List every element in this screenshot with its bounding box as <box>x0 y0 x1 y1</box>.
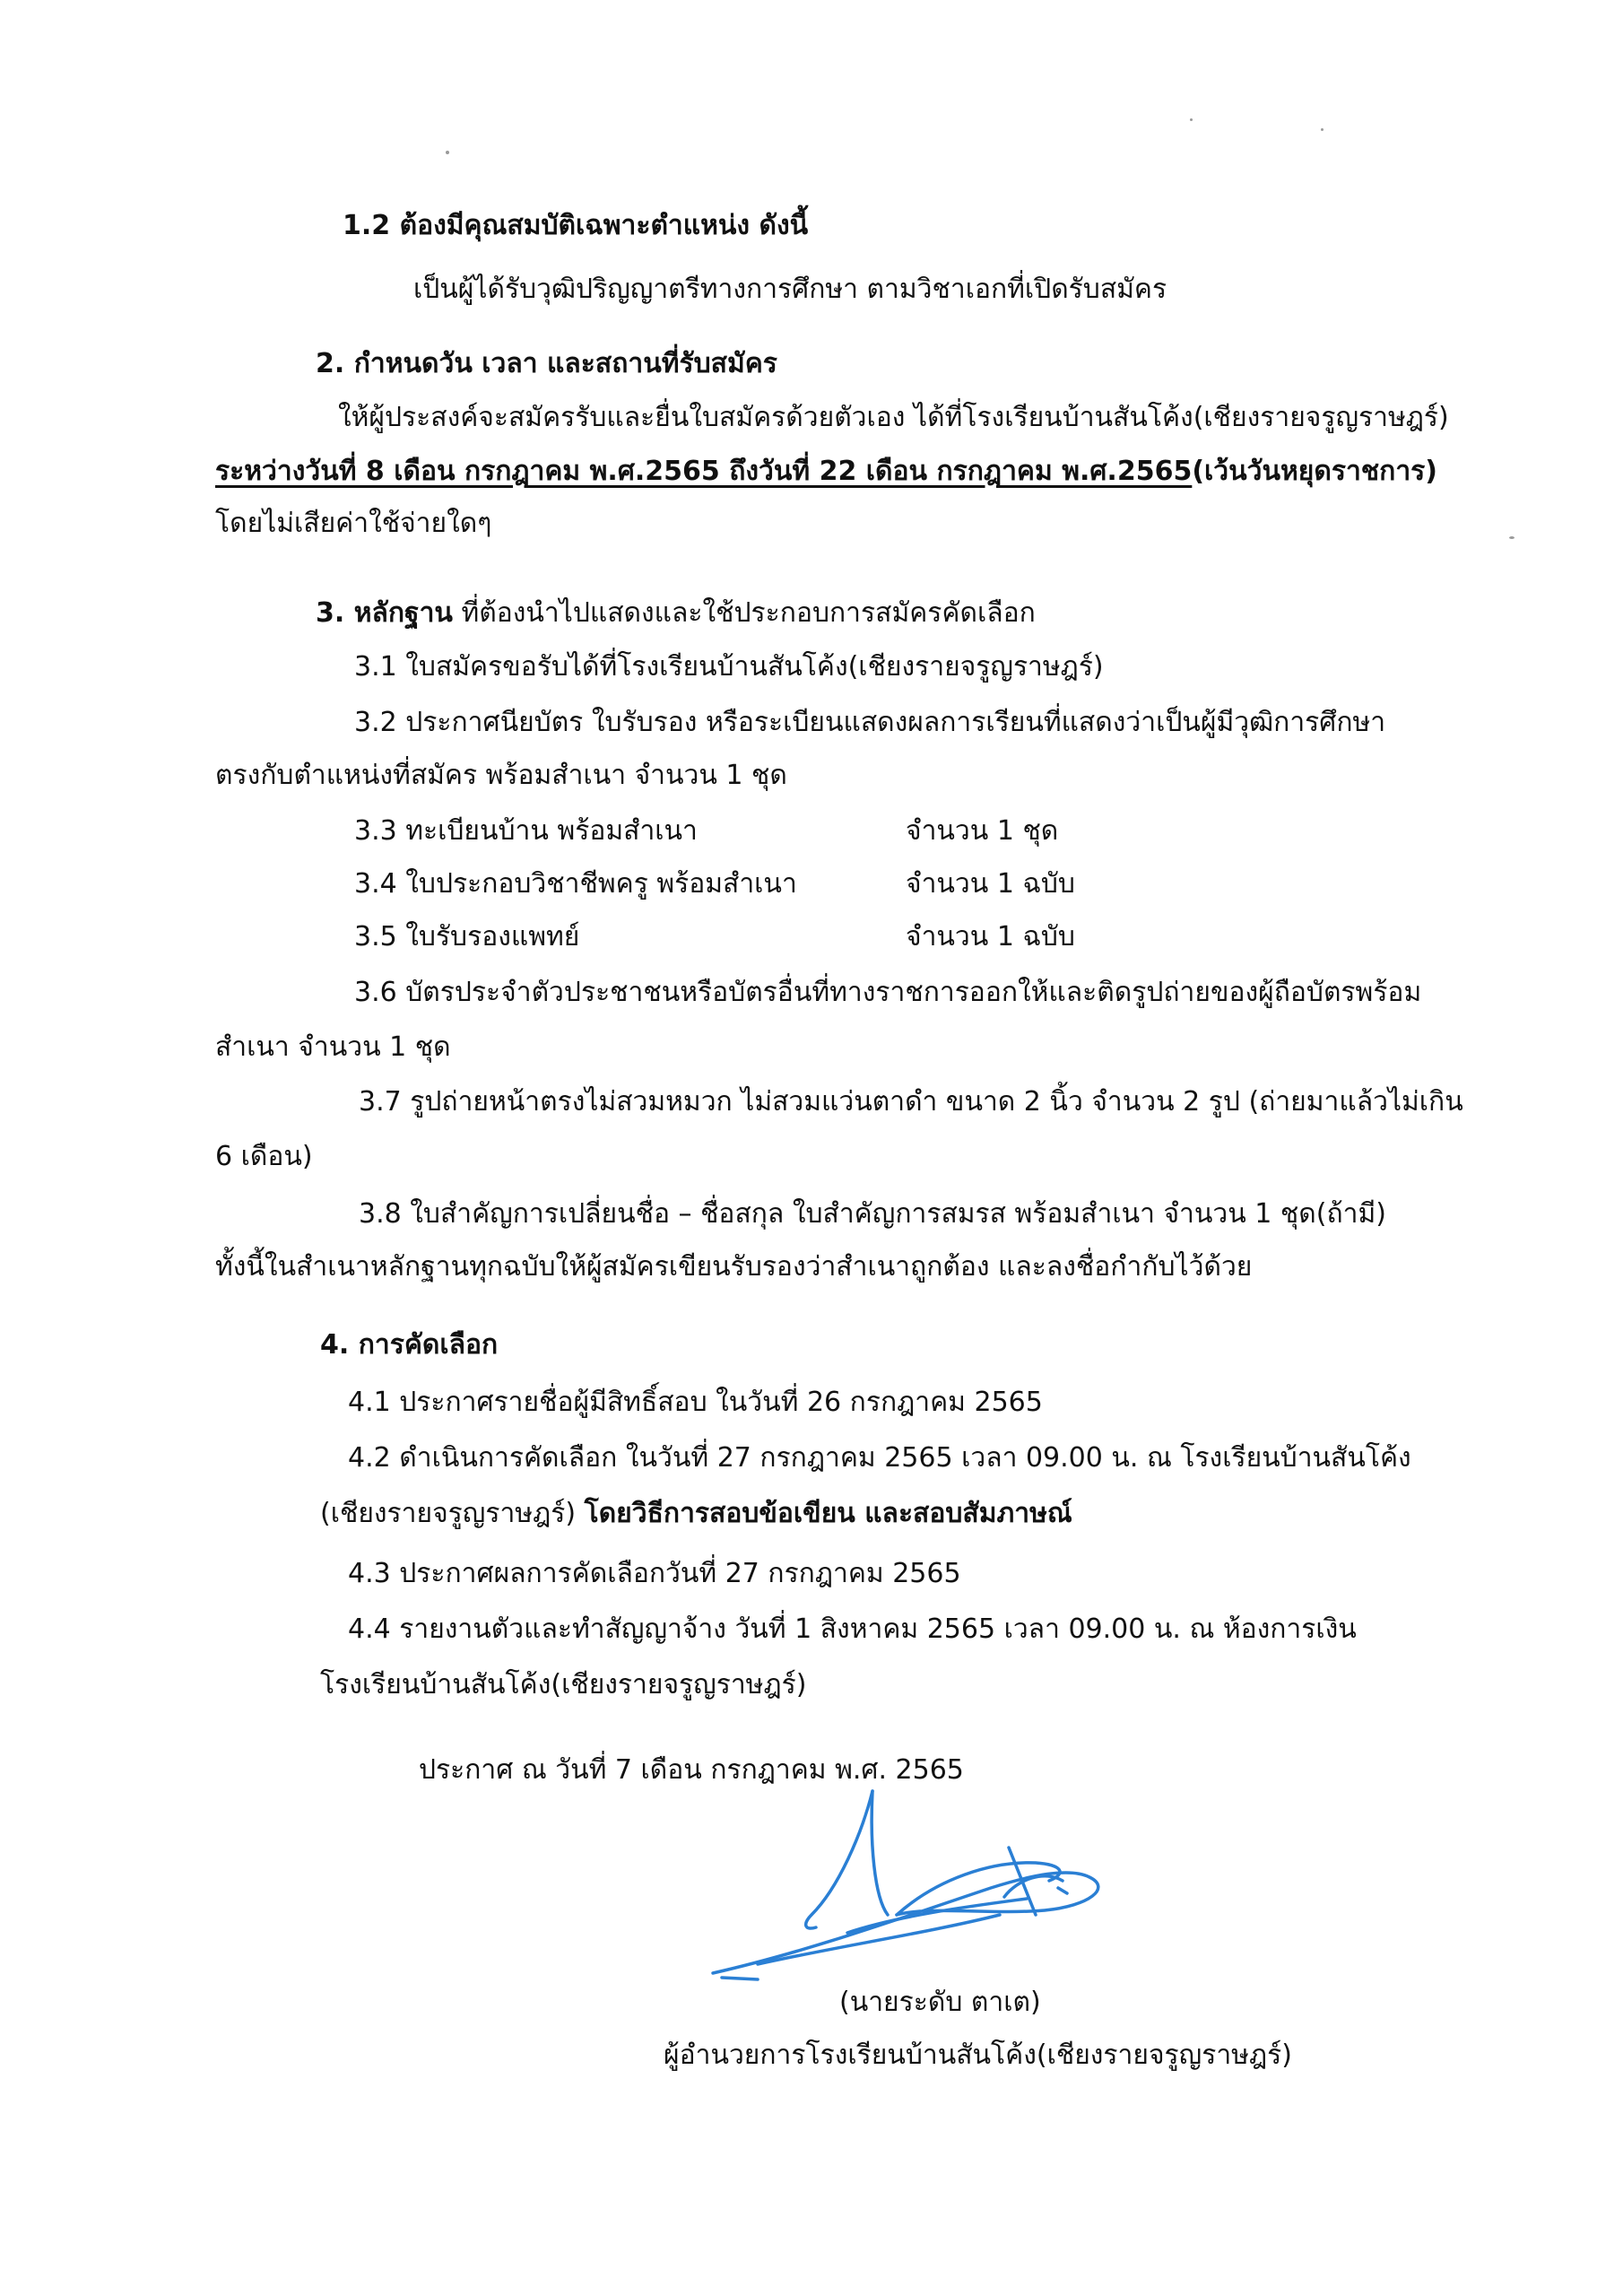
item-3-2-line1: 3.2 ประกาศนียบัตร ใบรับรอง หรือระเบียนแสดงผลการเรียนที่แสดงว่าเป็นผู้มีวุฒิการศึกษา <box>354 707 1386 738</box>
item-3-3-qty: จำนวน 1 ชุด <box>906 815 1059 847</box>
item-4-2-line2 <box>320 1494 1072 1534</box>
item-3-7-line1: 3.7 รูปถ่ายหน้าตรงไม่สวมหมวก ไม่สวมแว่นตาดำ ขนาด 2 นิ้ว จำนวน 2 รูป (ถ่ายมาแล้วไม่เกิน <box>359 1086 1463 1118</box>
section-4-heading: 4. การคัดเลือก <box>320 1329 499 1361</box>
application-date-note: (เว้นวันหยุดราชการ) <box>1192 456 1437 487</box>
announcement-date: ประกาศ ณ วันที่ 7 เดือน กรกฎาคม พ.ศ. 2565 <box>419 1754 964 1786</box>
signature-stroke <box>1058 1888 1067 1893</box>
signature-stroke <box>872 1791 888 1915</box>
item-4-1: 4.1 ประกาศรายชื่อผู้มีสิทธิ์สอบ ในวันที่ 26 กรกฎาคม 2565 <box>348 1387 1043 1418</box>
section-1-2-text: เป็นผู้ได้รับวุฒิปริญญาตรีทางการศึกษา ตามวิชาเอกที่เปิดรับสมัคร <box>413 274 1167 305</box>
signature-stroke <box>713 1873 1098 1973</box>
item-4-2-line1: 4.2 ดำเนินการคัดเลือก ในวันที่ 27 กรกฎาคม 2565 เวลา 09.00 น. ณ โรงเรียนบ้านสันโค้ง <box>348 1442 1411 1474</box>
application-date-range: ระหว่างวันที่ 8 เดือน กรกฎาคม พ.ศ.2565 ถึงวันที่ 22 เดือน กรกฎาคม พ.ศ.2565 <box>215 456 1193 487</box>
item-3-3-label: 3.3 ทะเบียนบ้าน พร้อมสำเนา <box>354 815 698 847</box>
signatory-name: (นายระดับ ตาเต) <box>839 1987 1041 2018</box>
item-3-4-qty: จำนวน 1 ฉบับ <box>906 868 1075 900</box>
scan-speck <box>1321 128 1324 131</box>
item-3-8-line2: ทั้งนี้ในสำเนาหลักฐานทุกฉบับให้ผู้สมัครเขียนรับรองว่าสำเนาถูกต้อง และลงชื่อกำกับไว้ด้วย <box>215 1251 1253 1283</box>
section-2-line3: โดยไม่เสียค่าใช้จ่ายใดๆ <box>215 508 492 539</box>
section-2-date-line <box>215 452 1437 491</box>
signature-stroke <box>897 1863 1060 1915</box>
scan-speck <box>1509 536 1515 539</box>
item-3-2-line2: ตรงกับตำแหน่งที่สมัคร พร้อมสำเนา จำนวน 1 ชุด <box>215 760 787 791</box>
item-3-7-line2: 6 เดือน) <box>215 1141 313 1172</box>
signature-stroke <box>722 1978 758 1979</box>
item-3-5-qty: จำนวน 1 ฉบับ <box>906 921 1075 952</box>
item-3-6-line1: 3.6 บัตรประจำตัวประชาชนหรือบัตรอื่นที่ทางราชการออกให้และติดรูปถ่ายของผู้ถือบัตรพร้อม <box>354 977 1422 1008</box>
section-2-heading: 2. กำหนดวัน เวลา และสถานที่รับสมัคร <box>316 348 777 379</box>
item-4-4-line1: 4.4 รายงานตัวและทำสัญญาจ้าง วันที่ 1 สิงหาคม 2565 เวลา 09.00 น. ณ ห้องการเงิน <box>348 1613 1357 1645</box>
section-3-heading <box>316 594 1036 633</box>
item-4-4-line2: โรงเรียนบ้านสันโค้ง(เชียงรายจรูญราษฎร์) <box>320 1669 807 1700</box>
section-3-heading-rest: ที่ต้องนำไปแสดงและใช้ประกอบการสมัครคัดเลือก <box>452 597 1036 629</box>
item-3-1: 3.1 ใบสมัครขอรับได้ที่โรงเรียนบ้านสันโค้ง(เชียงรายจรูญราษฎร์) <box>354 651 1104 683</box>
item-4-2-prefix: (เชียงรายจรูญราษฎร์) <box>320 1498 585 1529</box>
scan-speck <box>1190 118 1193 121</box>
signature-stroke <box>806 1791 872 1928</box>
item-4-3: 4.3 ประกาศผลการคัดเลือกวันที่ 27 กรกฎาคม 2565 <box>348 1558 961 1589</box>
item-3-4-label: 3.4 ใบประกอบวิชาชีพครู พร้อมสำเนา <box>354 868 797 900</box>
item-3-5-label: 3.5 ใบรับรองแพทย์ <box>354 921 580 952</box>
signature-image <box>704 1780 1134 1996</box>
section-3-heading-bold: 3. หลักฐาน <box>316 597 453 629</box>
item-4-2-method: โดยวิธีการสอบข้อเขียน และสอบสัมภาษณ์ <box>584 1498 1072 1529</box>
section-1-2-heading: 1.2 ต้องมีคุณสมบัติเฉพาะตำแหน่ง ดังนี้ <box>343 210 809 241</box>
scan-speck <box>446 151 449 154</box>
signatory-position: ผู้อำนวยการโรงเรียนบ้านสันโค้ง(เชียงรายจรูญราษฎร์) <box>664 2039 1292 2071</box>
item-3-8-line1: 3.8 ใบสำคัญการเปลี่ยนชื่อ – ชื่อสกุล ใบสำคัญการสมรส พร้อมสำเนา จำนวน 1 ชุด(ถ้ามี) <box>359 1198 1386 1230</box>
item-3-6-line2: สำเนา จำนวน 1 ชุด <box>215 1031 451 1063</box>
section-2-line1: ให้ผู้ประสงค์จะสมัครรับและยื่นใบสมัครด้วยตัวเอง ได้ที่โรงเรียนบ้านสันโค้ง(เชียงรายจรูญราษฎร์) <box>338 402 1449 433</box>
